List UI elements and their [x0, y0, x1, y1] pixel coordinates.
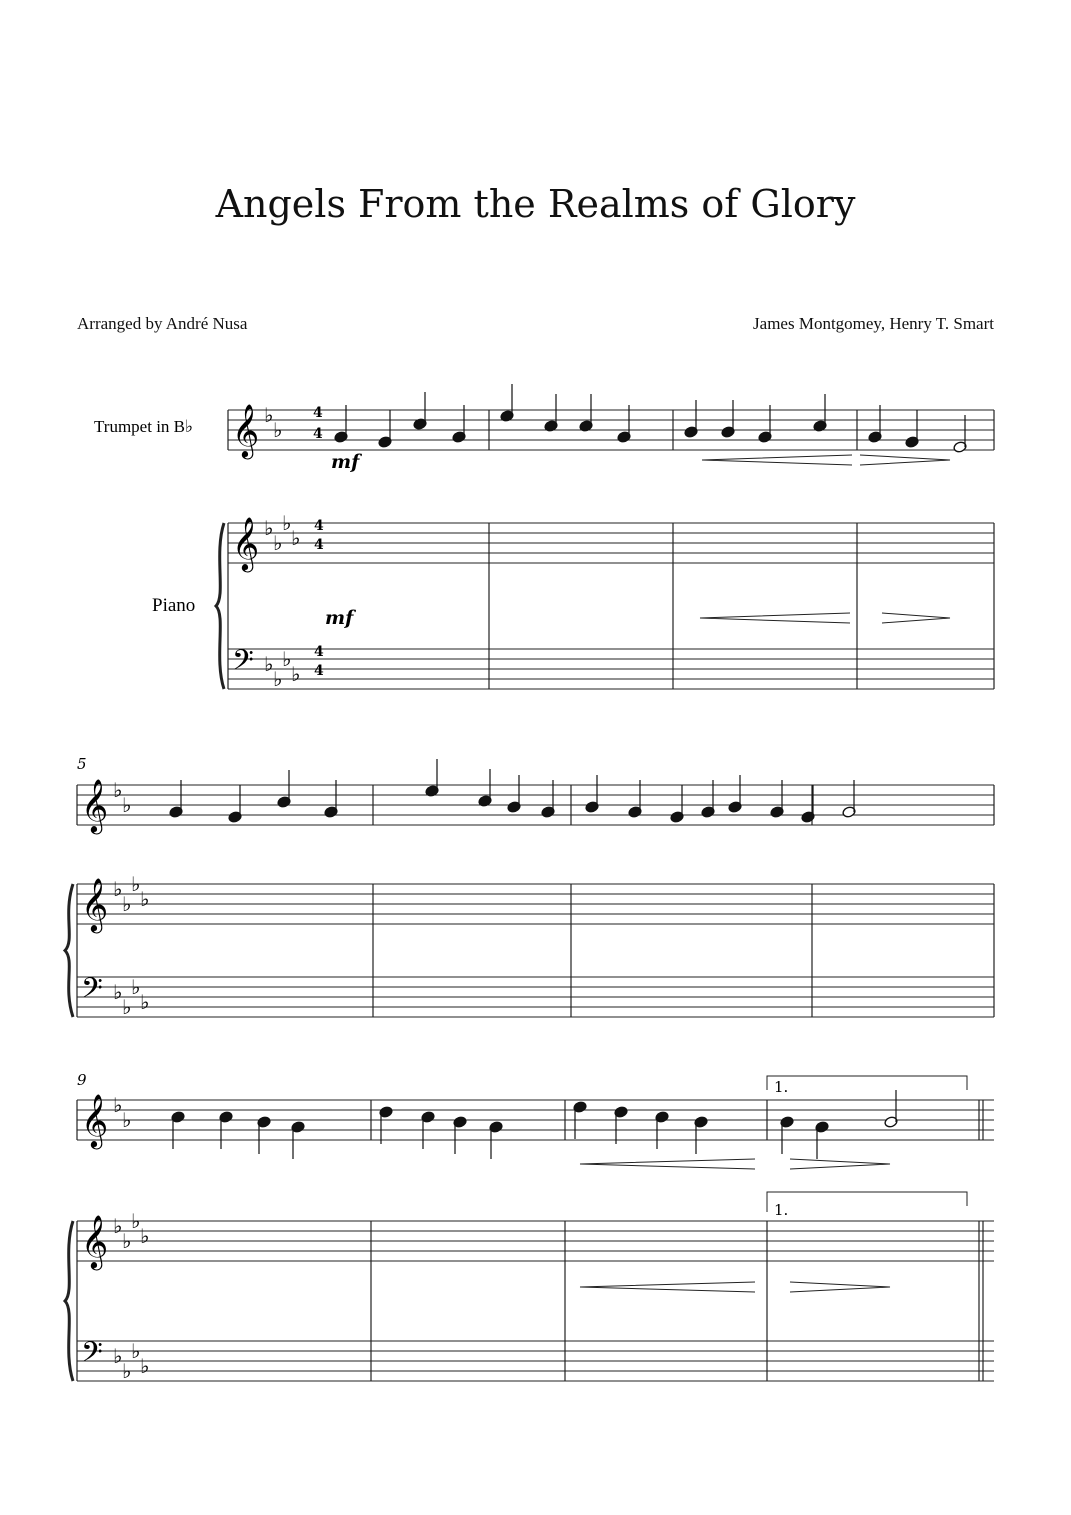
time-sig-bottom: 4 — [314, 663, 324, 679]
flat-icon: ♭ — [131, 1339, 141, 1363]
flat-icon: ♭ — [140, 990, 150, 1014]
flat-icon: ♭ — [113, 778, 123, 802]
flat-icon: ♭ — [131, 872, 141, 896]
diminuendo-hairpin — [790, 1159, 890, 1169]
measure-number: 9 — [77, 1071, 87, 1089]
score-title: Angels From the Realms of Glory — [215, 182, 856, 226]
flat-icon: ♭ — [264, 403, 274, 427]
piano-brace — [65, 884, 73, 1017]
flat-icon: ♭ — [122, 995, 132, 1019]
flat-icon: ♭ — [113, 980, 123, 1004]
notes — [169, 384, 967, 1159]
diminuendo-hairpin — [882, 613, 950, 623]
flat-icon: ♭ — [113, 1214, 123, 1238]
treble-clef-icon: 𝄞 — [81, 778, 109, 832]
arranger-credit: Arranged by André Nusa — [77, 314, 248, 333]
flat-icon: ♭ — [282, 511, 292, 535]
flat-icon: ♭ — [113, 877, 123, 901]
flat-icon: ♭ — [122, 793, 132, 817]
treble-clef-icon: 𝄞 — [232, 516, 260, 570]
dynamic-mark: mf — [325, 607, 354, 629]
crescendo-hairpin — [580, 1159, 755, 1169]
flat-icon: ♭ — [273, 418, 283, 442]
flat-icon: ♭ — [140, 887, 150, 911]
crescendo-hairpin — [702, 455, 852, 465]
volta-bracket — [767, 1192, 967, 1212]
time-sig-bottom: 4 — [313, 426, 323, 442]
measure-number: 5 — [77, 755, 87, 773]
composer-credit: James Montgomey, Henry T. Smart — [753, 314, 994, 333]
crescendo-hairpin — [700, 613, 850, 623]
flat-icon: ♭ — [131, 975, 141, 999]
flat-icon: ♭ — [264, 516, 274, 540]
flat-icon: ♭ — [291, 662, 301, 686]
hairpins — [580, 455, 950, 1292]
volta-bracket — [767, 1076, 967, 1090]
flat-icon: ♭ — [140, 1224, 150, 1248]
flat-icon: ♭ — [122, 1108, 132, 1132]
time-sig-top: 4 — [313, 405, 323, 421]
crescendo-hairpin — [580, 1282, 755, 1292]
treble-clef-icon: 𝄞 — [81, 1214, 109, 1268]
treble-clef-icon: 𝄞 — [81, 877, 109, 931]
flat-icon: ♭ — [131, 1209, 141, 1233]
piano-brace — [65, 1221, 73, 1381]
volta-label: 1. — [774, 1201, 789, 1219]
flat-icon: ♭ — [113, 1344, 123, 1368]
time-sig-top: 4 — [314, 644, 324, 660]
flat-icon: ♭ — [273, 667, 283, 691]
bass-clef-icon: 𝄢 — [81, 1336, 103, 1376]
diminuendo-hairpin — [860, 455, 950, 465]
flat-icon: ♭ — [264, 652, 274, 676]
time-sig-bottom: 4 — [314, 537, 324, 553]
flat-icon: ♭ — [113, 1093, 123, 1117]
flat-icon: ♭ — [273, 531, 283, 555]
flat-icon: ♭ — [282, 647, 292, 671]
flat-icon: ♭ — [122, 892, 132, 916]
piano-label: Piano — [152, 595, 196, 616]
bass-clef-icon: 𝄢 — [81, 972, 103, 1012]
flat-icon: ♭ — [122, 1229, 132, 1253]
treble-clef-icon: 𝄞 — [81, 1093, 109, 1147]
trumpet-label: Trumpet in B♭ — [94, 417, 194, 436]
barlines — [65, 410, 994, 1381]
volta-label: 1. — [774, 1078, 789, 1096]
time-sig-top: 4 — [314, 518, 324, 534]
piano-brace — [216, 523, 224, 689]
flat-icon: ♭ — [122, 1359, 132, 1383]
diminuendo-hairpin — [790, 1282, 890, 1292]
flat-icon: ♭ — [291, 526, 301, 550]
treble-clef-icon: 𝄞 — [232, 403, 260, 457]
clefs — [81, 403, 300, 1383]
dynamic-mark: mf — [331, 451, 360, 473]
bass-clef-icon: 𝄢 — [232, 644, 254, 684]
flat-icon: ♭ — [140, 1354, 150, 1378]
